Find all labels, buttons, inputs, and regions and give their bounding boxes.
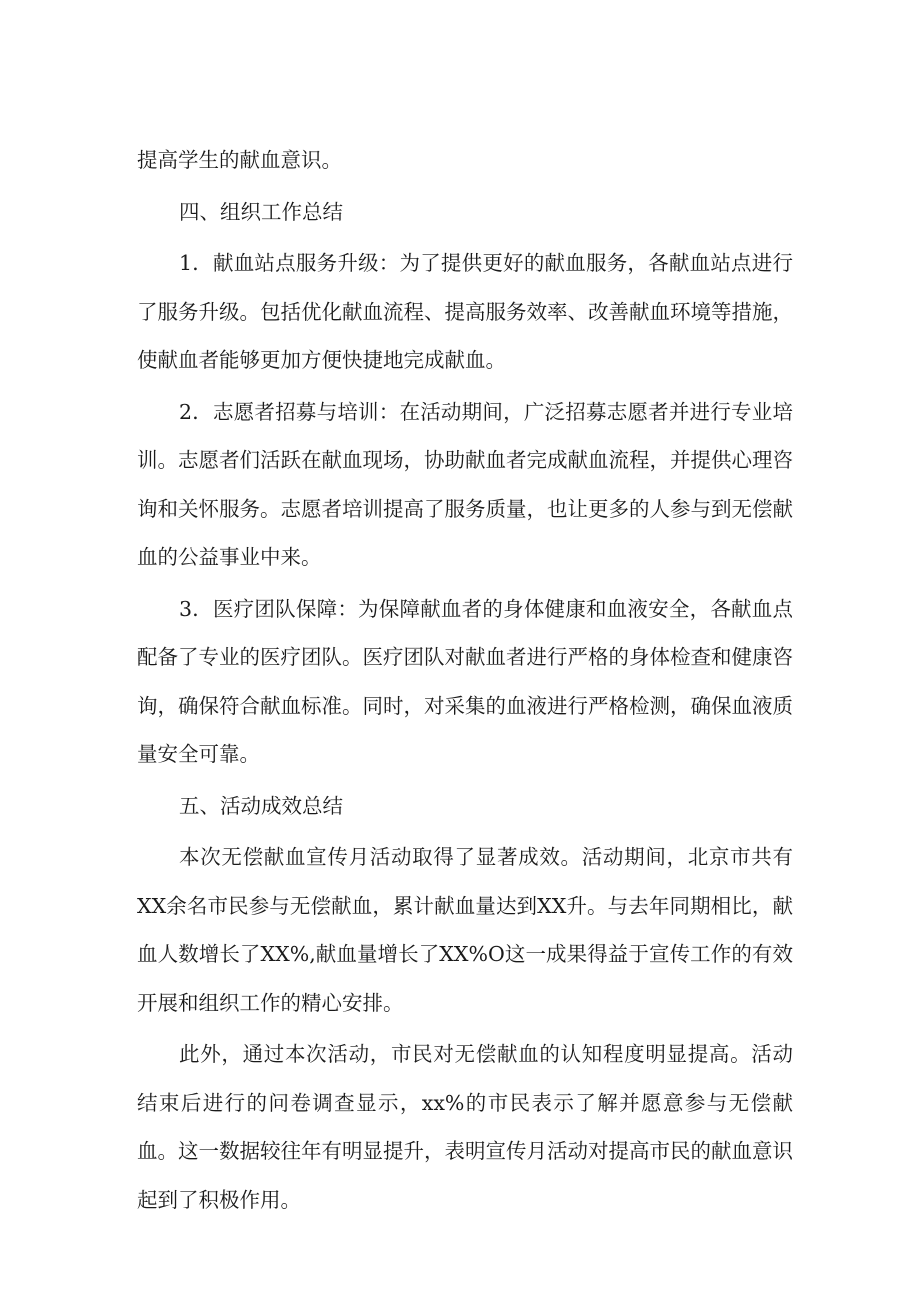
paragraph-volunteer-recruitment: 2．志愿者招募与培训：在活动期间，广泛招募志愿者并进行专业培训。志愿者们活跃在献血现场，协助献血者完成献血流程，并提供心理咨询和关怀服务。志愿者培训提高了服务质量，也让更多的人参与到无偿献血的公益事业中来。 xyxy=(137,399,793,569)
paragraph-service-upgrade: 1．献血站点服务升级：为了提供更好的献血服务，各献血站点进行了服务升级。包括优化献血流程、提高服务效率、改善献血环境等措施，使献血者能够更加方便快捷地完成献血。 xyxy=(137,251,793,372)
document-body xyxy=(137,136,793,1227)
paragraph-medical-team: 3．医疗团队保障：为保障献血者的身体健康和血液安全，各献血点配备了专业的医疗团队。医疗团队对献血者进行严格的身体检查和健康咨询，确保符合献血标准。同时，对采集的血液进行严格检测，确保血液质量安全可靠。 xyxy=(137,596,793,766)
paragraph-survey-results: 此外，通过本次活动，市民对无偿献血的认知程度明显提高。活动结束后进行的问卷调查显示，xx%的市民表示了解并愿意参与无偿献血。这一数据较往年有明显提升，表明宣传月活动对提高市民的献血意识起到了积极作用。 xyxy=(137,1042,793,1212)
paragraph-continuation: 提高学生的献血意识。 xyxy=(137,148,342,172)
paragraph-results-summary: 本次无偿献血宣传月活动取得了显著成效。活动期间，北京市共有XX余名市民参与无偿献血，累计献血量达到XX升。与去年同期相比，献血人数增长了XX%,献血量增长了XX%O这一成果得益于宣传工作的有效开展和组织工作的精心安排。 xyxy=(137,845,793,1015)
section-heading-organization: 四、组织工作总结 xyxy=(179,199,343,224)
section-heading-results: 五、活动成效总结 xyxy=(179,793,343,818)
